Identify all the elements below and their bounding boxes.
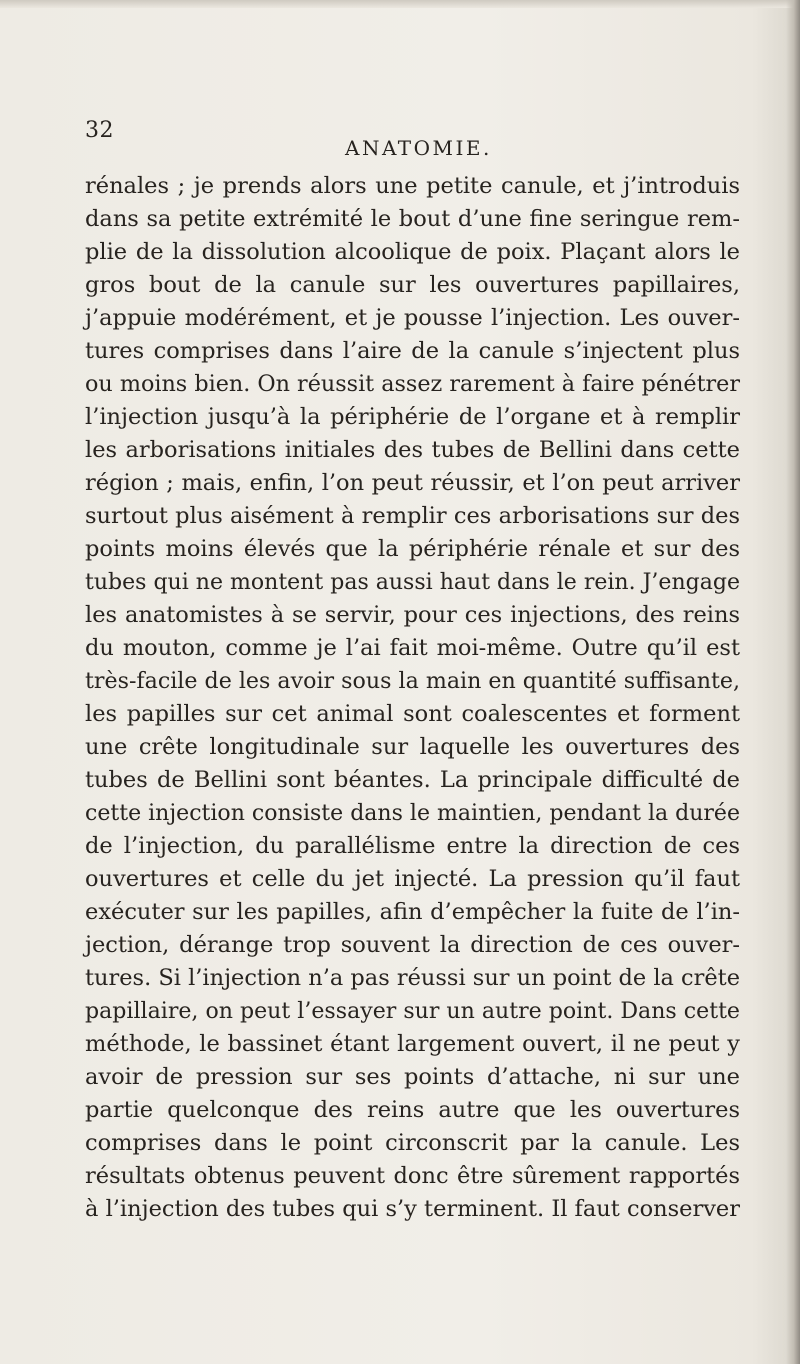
text-line: cette injection consiste dans le maintien, pendant la durée bbox=[85, 800, 740, 826]
page-binding-edge bbox=[786, 0, 800, 1364]
body-text bbox=[85, 170, 740, 1226]
text-line: tures comprises dans l’aire de la canule s’injectent plus bbox=[85, 338, 740, 364]
page-number: 32 bbox=[85, 118, 114, 143]
page-top-edge bbox=[0, 0, 800, 8]
text-line: les anatomistes à se servir, pour ces injections, des reins bbox=[85, 602, 740, 628]
text-line: papillaire, on peut l’essayer sur un autre point. Dans cette bbox=[85, 998, 740, 1024]
text-line: méthode, le bassinet étant largement ouvert, il ne peut y bbox=[85, 1031, 740, 1057]
running-head: ANATOMIE. bbox=[345, 136, 492, 160]
text-line: région ; mais, enfin, l’on peut réussir, et l’on peut arriver bbox=[85, 470, 740, 496]
text-line: points moins élevés que la périphérie rénale et sur des bbox=[85, 536, 740, 562]
text-line: surtout plus aisément à remplir ces arborisations sur des bbox=[85, 503, 740, 529]
text-line: très-facile de les avoir sous la main en quantité suffisante, bbox=[85, 668, 740, 694]
text-line: à l’injection des tubes qui s’y terminent. Il faut conserver bbox=[85, 1196, 740, 1222]
text-line: tubes de Bellini sont béantes. La principale difficulté de bbox=[85, 767, 740, 793]
text-line: jection, dérange trop souvent la direction de ces ouver- bbox=[85, 932, 740, 958]
text-line: les arborisations initiales des tubes de Bellini dans cette bbox=[85, 437, 740, 463]
text-line: j’appuie modérément, et je pousse l’injection. Les ouver- bbox=[85, 305, 740, 331]
text-line: partie quelconque des reins autre que les ouvertures bbox=[85, 1097, 740, 1123]
text-line: dans sa petite extrémité le bout d’une fine seringue rem- bbox=[85, 206, 740, 232]
text-line: ouvertures et celle du jet injecté. La pression qu’il faut bbox=[85, 866, 740, 892]
text-line: ou moins bien. On réussit assez rarement à faire pénétrer bbox=[85, 371, 740, 397]
text-line: du mouton, comme je l’ai fait moi-même. Outre qu’il est bbox=[85, 635, 740, 661]
text-line: plie de la dissolution alcoolique de poix. Plaçant alors le bbox=[85, 239, 740, 265]
text-line: exécuter sur les papilles, afin d’empêcher la fuite de l’in- bbox=[85, 899, 740, 925]
text-line: résultats obtenus peuvent donc être sûrement rapportés bbox=[85, 1163, 740, 1189]
text-line: avoir de pression sur ses points d’attache, ni sur une bbox=[85, 1064, 740, 1090]
text-line: les papilles sur cet animal sont coalescentes et forment bbox=[85, 701, 740, 727]
text-line: tures. Si l’injection n’a pas réussi sur un point de la crête bbox=[85, 965, 740, 991]
text-line: gros bout de la canule sur les ouvertures papillaires, bbox=[85, 272, 740, 298]
text-line: de l’injection, du parallélisme entre la direction de ces bbox=[85, 833, 740, 859]
text-line: rénales ; je prends alors une petite canule, et j’introduis bbox=[85, 173, 740, 199]
text-line: l’injection jusqu’à la périphérie de l’organe et à remplir bbox=[85, 404, 740, 430]
text-line: tubes qui ne montent pas aussi haut dans le rein. J’engage bbox=[85, 569, 740, 595]
text-line: comprises dans le point circonscrit par la canule. Les bbox=[85, 1130, 740, 1156]
text-line: une crête longitudinale sur laquelle les ouvertures des bbox=[85, 734, 740, 760]
